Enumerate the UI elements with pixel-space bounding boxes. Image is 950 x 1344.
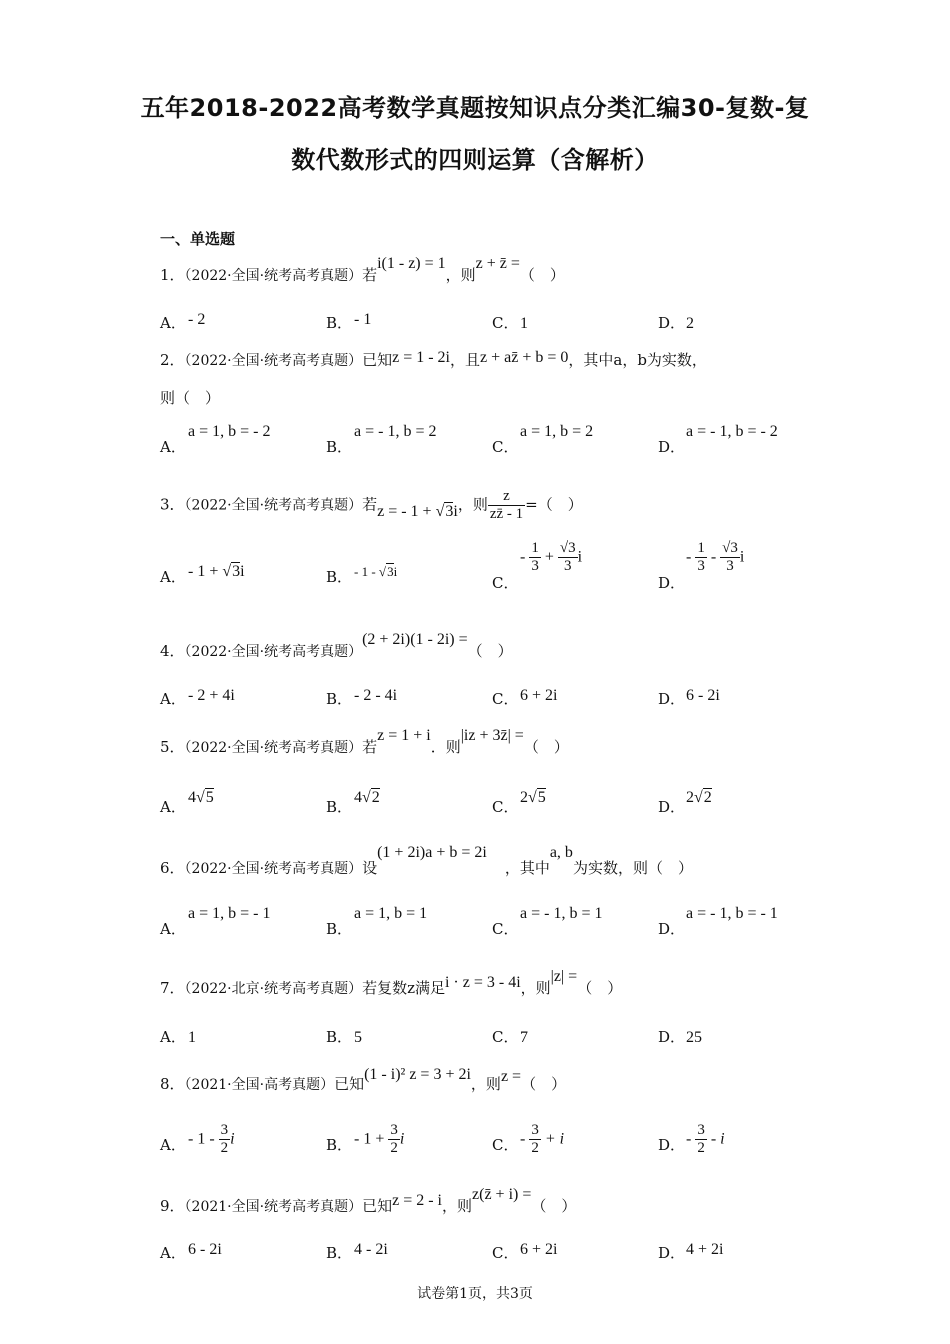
math-expression: z = - 1 + √3i xyxy=(377,502,458,520)
option-c: C．a = 1, b = 2 xyxy=(492,423,594,456)
option-c: C．a = - 1, b = 1 xyxy=(492,905,603,938)
question-text: （ ） xyxy=(467,642,513,660)
question-text: ，则 xyxy=(445,266,476,284)
question-text: （ ） xyxy=(523,738,569,756)
question-number: 6． xyxy=(160,859,185,877)
question-number: 8． xyxy=(160,1075,185,1093)
math-expression: i · z = 3 - 4i xyxy=(444,974,521,991)
math-expression: z + z̄ = xyxy=(475,255,520,272)
question-source: （2022·全国·统考高考真题） xyxy=(184,740,363,756)
question-source: （2021·全国·高考真题） xyxy=(184,1077,335,1093)
option-b: B．a = 1, b = 1 xyxy=(326,905,428,938)
option-d: D．- $\frac{3}{2}$ - i xyxy=(658,1122,725,1156)
question-source: （2022·全国·统考高考真题） xyxy=(184,861,363,877)
math-expression: i(1 - z) = 1 xyxy=(377,255,446,272)
question-text: 若 xyxy=(362,266,378,284)
option-c: C．1 xyxy=(492,314,528,332)
question-text: ．则 xyxy=(430,738,461,756)
question-6 xyxy=(160,844,693,878)
option-a: A． - 2 + 4i xyxy=(160,687,235,708)
option-a: A． - 2 xyxy=(160,311,206,332)
question-8 xyxy=(160,1066,567,1094)
option-a: A． 6 - 2i xyxy=(160,1241,222,1262)
option-a: A．4√5 xyxy=(160,789,214,816)
question-number: 7． xyxy=(160,979,185,997)
options-5 xyxy=(160,789,840,836)
option-c: C．2√5 xyxy=(492,789,546,816)
option-a: A． - 1 - $\frac{3}{2}$ i xyxy=(160,1122,235,1156)
option-b: B． - 1 + $\frac{3}{2}$ i xyxy=(326,1122,405,1156)
option-a: A． 1 xyxy=(160,1028,196,1046)
question-number: 2． xyxy=(160,351,185,369)
question-9 xyxy=(160,1186,577,1216)
option-a: A． - 1 + √3i xyxy=(160,563,245,586)
option-b: B． 4 - 2i xyxy=(326,1241,388,1262)
question-text: （ ） xyxy=(521,1075,567,1093)
question-1 xyxy=(160,255,565,285)
question-source: （2021·全国·统考高考真题） xyxy=(184,1199,363,1215)
question-text: ，则 xyxy=(442,1197,473,1215)
question-text: =（ ） xyxy=(525,495,583,514)
option-d: D．- $\frac{1}{3}$ - $\frac{√3}{3}$ i xyxy=(658,540,745,592)
question-text: 已知 xyxy=(334,1075,365,1093)
options-3 xyxy=(160,540,840,600)
option-d: D．25 xyxy=(658,1028,702,1046)
question-text: 已知 xyxy=(362,1197,393,1215)
document-title-line-2: 数代数形式的四则运算（含解析） xyxy=(291,146,659,174)
question-text: ，则 xyxy=(520,979,551,997)
math-expression: (1 + 2i)a + b = 2i xyxy=(377,844,487,861)
options-7 xyxy=(160,1026,840,1066)
question-source: （2022·全国·统考高考真题） xyxy=(184,497,363,514)
question-number: 4． xyxy=(160,642,185,660)
question-5 xyxy=(160,727,569,757)
question-source: （2022·全国·统考高考真题） xyxy=(184,268,363,284)
question-source: （2022·全国·统考高考真题） xyxy=(184,353,363,369)
option-b: B． - 2 - 4i xyxy=(326,687,398,708)
question-number: 3． xyxy=(160,495,185,514)
option-d: D．a = - 1, b = - 2 xyxy=(658,423,778,456)
option-c: C．6 + 2i xyxy=(492,687,558,708)
options-6 xyxy=(160,902,840,942)
math-expression: z + az̄ + b = 0 xyxy=(480,349,569,366)
option-a: A．a = 1, b = - 2 xyxy=(160,423,271,456)
option-b: B． - 1 xyxy=(326,311,372,332)
question-7 xyxy=(160,968,623,998)
fraction: $\frac{z}{zz̄ - 1}$ xyxy=(489,488,524,522)
question-text: 若 xyxy=(362,495,378,514)
option-b: B． 5 xyxy=(326,1028,362,1046)
question-text: ，则 xyxy=(470,1075,501,1093)
math-expression: z = 1 - 2i xyxy=(392,349,450,366)
question-text: ，其中a，b为实数， xyxy=(568,351,707,369)
option-c: C．- $\frac{3}{2}$ + i xyxy=(492,1122,565,1156)
math-expression: a, b xyxy=(549,844,573,861)
math-expression: (2 + 2i)(1 - 2i) = xyxy=(362,631,468,648)
options-4 xyxy=(160,688,840,728)
question-number: 1． xyxy=(160,266,185,284)
math-expression: (1 - i)² z = 3 + 2i xyxy=(364,1066,471,1083)
question-number: 9． xyxy=(160,1197,185,1215)
question-text: 设 xyxy=(362,859,378,877)
option-d: D．4 + 2i xyxy=(658,1241,724,1262)
option-d: D．2√2 xyxy=(658,789,712,816)
option-d: D．2 xyxy=(658,314,694,332)
math-expression: z = 2 - i xyxy=(392,1192,442,1209)
option-c: C．7 xyxy=(492,1028,528,1046)
question-text: （ ） xyxy=(577,979,623,997)
option-b: B．4√2 xyxy=(326,789,380,816)
question-number: 5． xyxy=(160,738,185,756)
math-expression: z = 1 + i xyxy=(377,727,431,744)
option-c: C．- $\frac{1}{3}$ + $\frac{√3}{3}$ i xyxy=(492,540,583,592)
question-text: ，其中 xyxy=(504,859,550,877)
section-heading: 一、单选题 xyxy=(160,230,236,248)
option-d: D．a = - 1, b = - 1 xyxy=(658,905,778,938)
option-b: B． - 1 - √3i xyxy=(326,564,398,586)
question-source: （2022·全国·统考高考真题） xyxy=(184,644,363,660)
question-text: 若复数z满足 xyxy=(362,979,445,997)
option-a: A．a = 1, b = - 1 xyxy=(160,905,271,938)
option-d: D．6 - 2i xyxy=(658,687,720,708)
math-expression: z(z̄ + i) = xyxy=(472,1186,532,1203)
math-expression: |z| = xyxy=(550,968,578,985)
question-text: ，则 xyxy=(457,495,488,514)
question-text: （ ） xyxy=(519,266,565,284)
options-8 xyxy=(160,1122,840,1162)
question-4 xyxy=(160,631,513,661)
document-title-line-1: 五年2018-2022高考数学真题按知识点分类汇编30-复数-复 xyxy=(140,94,810,122)
options-9 xyxy=(160,1242,840,1282)
question-text: 为实数，则（ ） xyxy=(572,859,693,877)
option-b: B．a = - 1, b = 2 xyxy=(326,423,437,456)
options-1 xyxy=(160,312,840,352)
math-expression: z = xyxy=(500,1068,522,1085)
question-source: （2022·北京·统考高考真题） xyxy=(184,981,363,997)
question-text: 已知 xyxy=(362,351,393,369)
option-c: C．6 + 2i xyxy=(492,1241,558,1262)
question-text: 若 xyxy=(362,738,378,756)
page-footer: 试卷第1页，共3页 xyxy=(417,1286,533,1302)
question-text: ，且 xyxy=(450,351,481,369)
math-expression: |iz + 3z̄| = xyxy=(460,727,524,744)
question-2-continuation: 则（ ） xyxy=(160,389,221,407)
question-3 xyxy=(160,488,583,523)
question-text: （ ） xyxy=(531,1197,577,1215)
options-2 xyxy=(160,420,840,460)
question-2 xyxy=(160,349,707,370)
